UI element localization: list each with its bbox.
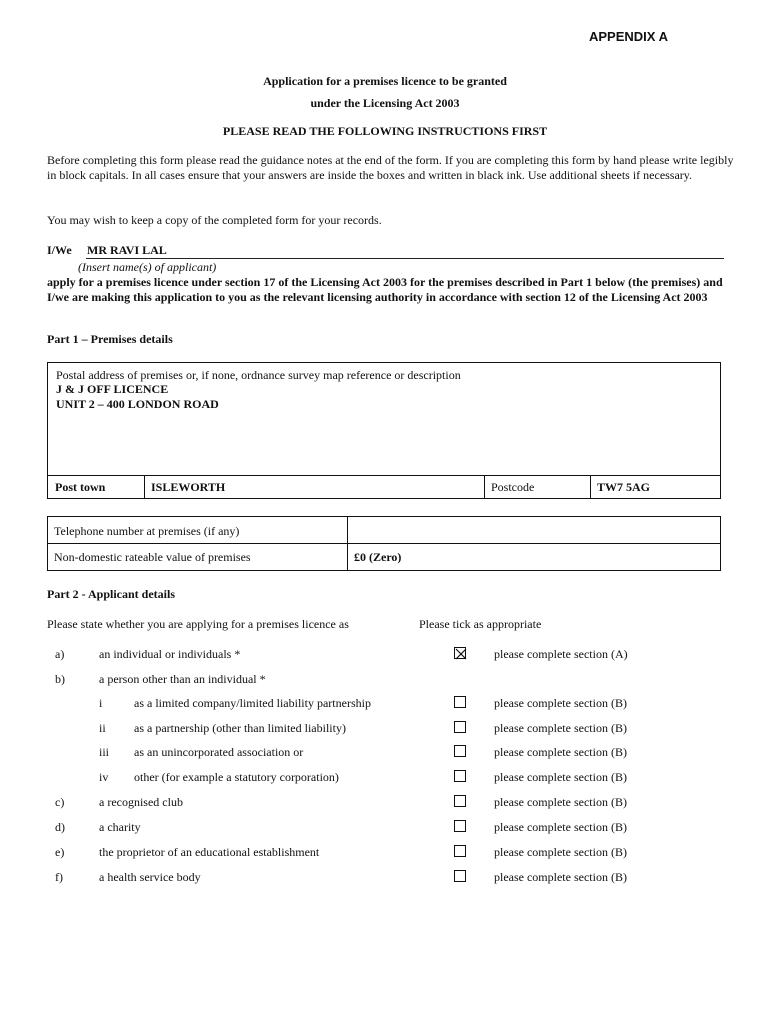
option-label-limited-company: as a limited company/limited liability partnership bbox=[134, 696, 371, 710]
option-label-health-body: a health service body bbox=[99, 870, 201, 884]
option-letter: a) bbox=[55, 647, 65, 661]
appendix-label: APPENDIX A bbox=[589, 29, 668, 44]
option-label-club: a recognised club bbox=[99, 795, 183, 809]
part1-heading: Part 1 – Premises details bbox=[47, 332, 173, 346]
address-line2[interactable]: UNIT 2 – 400 LONDON ROAD bbox=[56, 397, 219, 411]
section-note: please complete section (B) bbox=[494, 770, 627, 784]
section-note: please complete section (B) bbox=[494, 696, 627, 710]
applicant-prefix: I/We bbox=[47, 243, 72, 257]
section-note: please complete section (B) bbox=[494, 870, 627, 884]
section-note: please complete section (B) bbox=[494, 721, 627, 735]
option-letter: d) bbox=[55, 820, 65, 834]
option-label-charity: a charity bbox=[99, 820, 141, 834]
option-roman: iii bbox=[99, 745, 110, 759]
checked-x-icon bbox=[455, 648, 467, 660]
postcode-label: Postcode bbox=[491, 480, 535, 494]
applicant-type-question: Please state whether you are applying for a premises licence as bbox=[47, 617, 349, 631]
section-note: please complete section (B) bbox=[494, 845, 627, 859]
telephone-field[interactable] bbox=[348, 518, 714, 544]
option-roman: i bbox=[99, 696, 103, 710]
checkbox-partnership[interactable] bbox=[454, 721, 466, 733]
checkbox-educational[interactable] bbox=[454, 845, 466, 857]
option-letter: e) bbox=[55, 845, 65, 859]
option-roman: ii bbox=[99, 721, 106, 735]
form-title-line1: Application for a premises licence to be granted bbox=[263, 74, 507, 88]
option-label-individual: an individual or individuals * bbox=[99, 647, 241, 661]
part2-heading: Part 2 - Applicant details bbox=[47, 587, 175, 601]
address-label: Postal address of premises or, if none, ordnance survey map reference or description bbox=[56, 368, 461, 382]
section-note: please complete section (A) bbox=[494, 647, 628, 661]
option-label-other: other (for example a statutory corporation) bbox=[134, 770, 339, 784]
address-line1[interactable]: J & J OFF LICENCE bbox=[56, 382, 169, 396]
premises-contact-table bbox=[47, 516, 721, 571]
records-note: You may wish to keep a copy of the completed form for your records. bbox=[47, 213, 382, 227]
checkbox-limited-company[interactable] bbox=[454, 696, 466, 708]
checkbox-charity[interactable] bbox=[454, 820, 466, 832]
section-note: please complete section (B) bbox=[494, 745, 627, 759]
section-note: please complete section (B) bbox=[494, 795, 627, 809]
applicant-name-hint: (Insert name(s) of applicant) bbox=[78, 260, 217, 274]
premises-address-box bbox=[47, 362, 721, 499]
option-label-partnership: as a partnership (other than limited liability) bbox=[134, 721, 346, 735]
applicant-name-underline bbox=[86, 257, 724, 259]
option-letter: f) bbox=[55, 870, 63, 884]
form-title-line2: under the Licensing Act 2003 bbox=[310, 96, 460, 110]
telephone-label: Telephone number at premises (if any) bbox=[54, 524, 240, 538]
postcode-field[interactable]: TW7 5AG bbox=[597, 480, 651, 494]
post-town-row bbox=[48, 475, 720, 499]
post-town-field[interactable]: ISLEWORTH bbox=[151, 480, 226, 494]
checkbox-health-body[interactable] bbox=[454, 870, 466, 882]
post-town-label: Post town bbox=[55, 480, 106, 494]
checkbox-unincorporated[interactable] bbox=[454, 745, 466, 757]
checkbox-individual[interactable] bbox=[454, 647, 466, 659]
option-roman: iv bbox=[99, 770, 109, 784]
option-letter: b) bbox=[55, 672, 65, 686]
checkbox-club[interactable] bbox=[454, 795, 466, 807]
option-label-unincorporated: as an unincorporated association or bbox=[134, 745, 304, 759]
tick-hint: Please tick as appropriate bbox=[419, 617, 542, 631]
applicant-name-field[interactable]: MR RAVI LAL bbox=[87, 243, 167, 257]
application-statement: apply for a premises licence under section 17 of the Licensing Act 2003 for the premises described in Part 1 below (the premises) and I/we are making this application to you as the relevant licensing authority in accordance with section 12 of the Licensing Act 2003 bbox=[47, 275, 723, 304]
checkbox-other[interactable] bbox=[454, 770, 466, 782]
rateable-value-label: Non-domestic rateable value of premises bbox=[54, 550, 251, 564]
option-letter: c) bbox=[55, 795, 65, 809]
intro-paragraph: Before completing this form please read the guidance notes at the end of the form. If you are completing this form by hand please write legibly in block capitals. In all cases ensure that your answers are inside the boxes and written in black ink. Use additional sheets if necessary. bbox=[47, 153, 734, 182]
option-label-educational: the proprietor of an educational establishment bbox=[99, 845, 320, 859]
option-label-non-individual: a person other than an individual * bbox=[99, 672, 266, 686]
section-note: please complete section (B) bbox=[494, 820, 627, 834]
instructions-heading: PLEASE READ THE FOLLOWING INSTRUCTIONS FIRST bbox=[222, 124, 548, 138]
rateable-value-field[interactable]: £0 (Zero) bbox=[354, 550, 402, 564]
